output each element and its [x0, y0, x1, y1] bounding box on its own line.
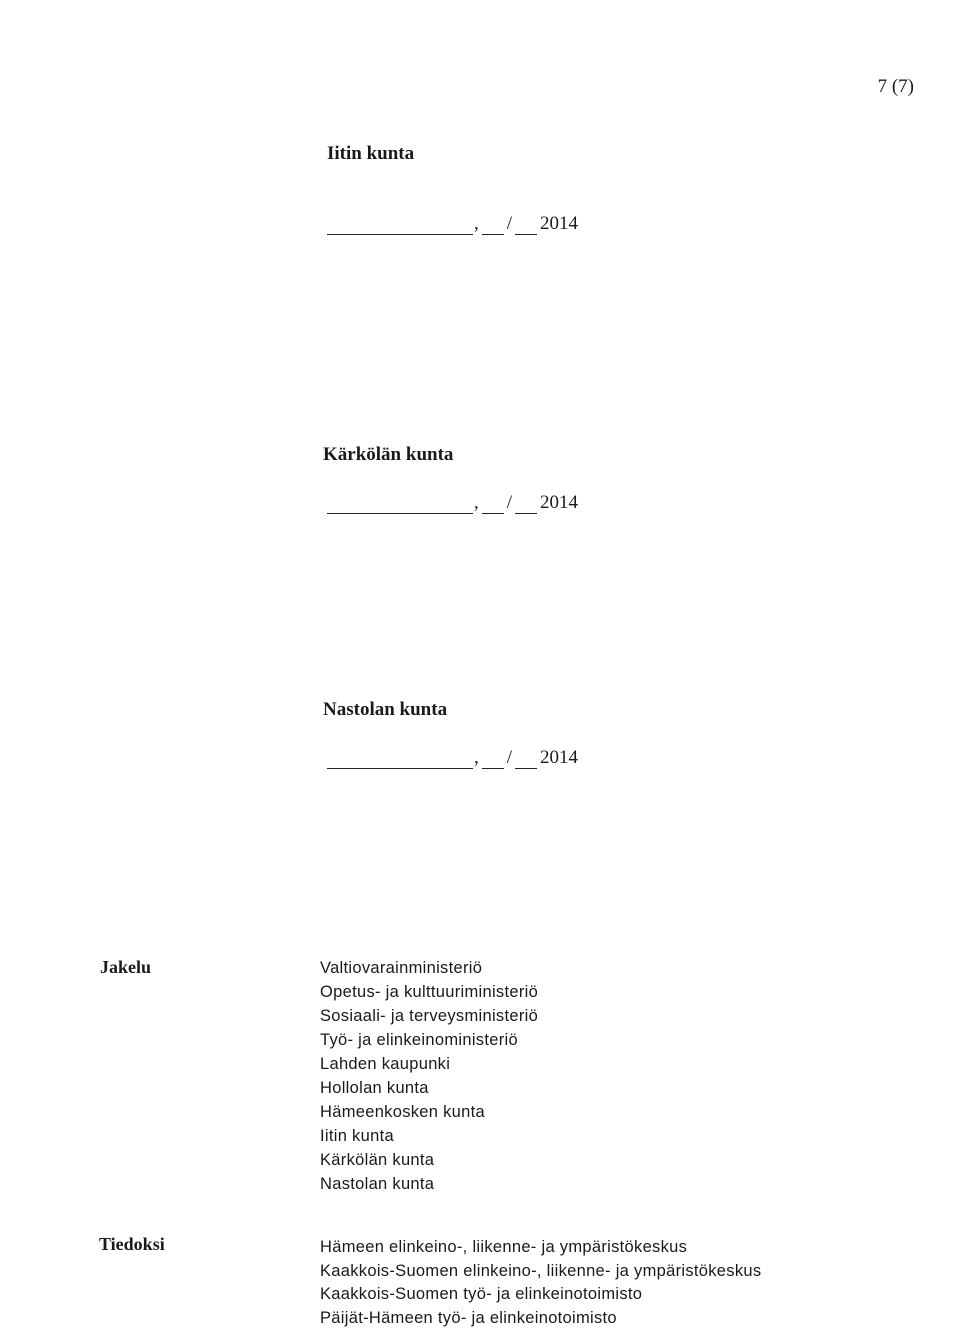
signature-title: Kärkölän kunta [323, 444, 453, 466]
signature-year: 2014 [540, 213, 578, 235]
signature-block-karkola [323, 444, 453, 466]
tiedoksi-label: Tiedoksi [99, 1234, 165, 1255]
list-item: Kaakkois-Suomen työ- ja elinkeinotoimisto [320, 1283, 761, 1307]
signature-title: Nastolan kunta [323, 699, 447, 721]
list-item: Hämeenkosken kunta [320, 1100, 538, 1124]
month-blank [515, 233, 537, 235]
list-item: Hämeen elinkeino-, liikenne- ja ympäristökeskus [320, 1236, 761, 1260]
signature-date-line: , / 2014 [327, 747, 579, 769]
jakelu-label: Jakelu [100, 957, 151, 978]
signature-date-line: , / 2014 [327, 492, 579, 514]
signature-block-iitti [323, 143, 414, 165]
signature-year: 2014 [540, 747, 578, 769]
list-item: Kärkölän kunta [320, 1148, 538, 1172]
tiedoksi-list [320, 1236, 761, 1330]
place-blank [327, 767, 473, 769]
list-item: Lahden kaupunki [320, 1052, 538, 1076]
signature-date-line: , / 2014 [327, 213, 579, 235]
list-item: Opetus- ja kulttuuriministeriö [320, 980, 538, 1004]
signature-year: 2014 [540, 492, 578, 514]
list-item: Sosiaali- ja terveysministeriö [320, 1004, 538, 1028]
place-blank [327, 233, 473, 235]
day-blank [482, 512, 504, 514]
day-blank [482, 233, 504, 235]
jakelu-list [320, 956, 538, 1196]
list-item: Päijät-Hämeen työ- ja elinkeinotoimisto [320, 1307, 761, 1330]
signature-block-nastola [323, 699, 447, 721]
day-blank [482, 767, 504, 769]
list-item: Nastolan kunta [320, 1172, 538, 1196]
list-item: Iitin kunta [320, 1124, 538, 1148]
page-number: 7 (7) [878, 76, 914, 98]
list-item: Valtiovarainministeriö [320, 956, 538, 980]
month-blank [515, 512, 537, 514]
list-item: Kaakkois-Suomen elinkeino-, liikenne- ja ympäristökeskus [320, 1260, 761, 1284]
signature-title: Iitin kunta [327, 143, 414, 165]
list-item: Hollolan kunta [320, 1076, 538, 1100]
place-blank [327, 512, 473, 514]
month-blank [515, 767, 537, 769]
list-item: Työ- ja elinkeinoministeriö [320, 1028, 538, 1052]
